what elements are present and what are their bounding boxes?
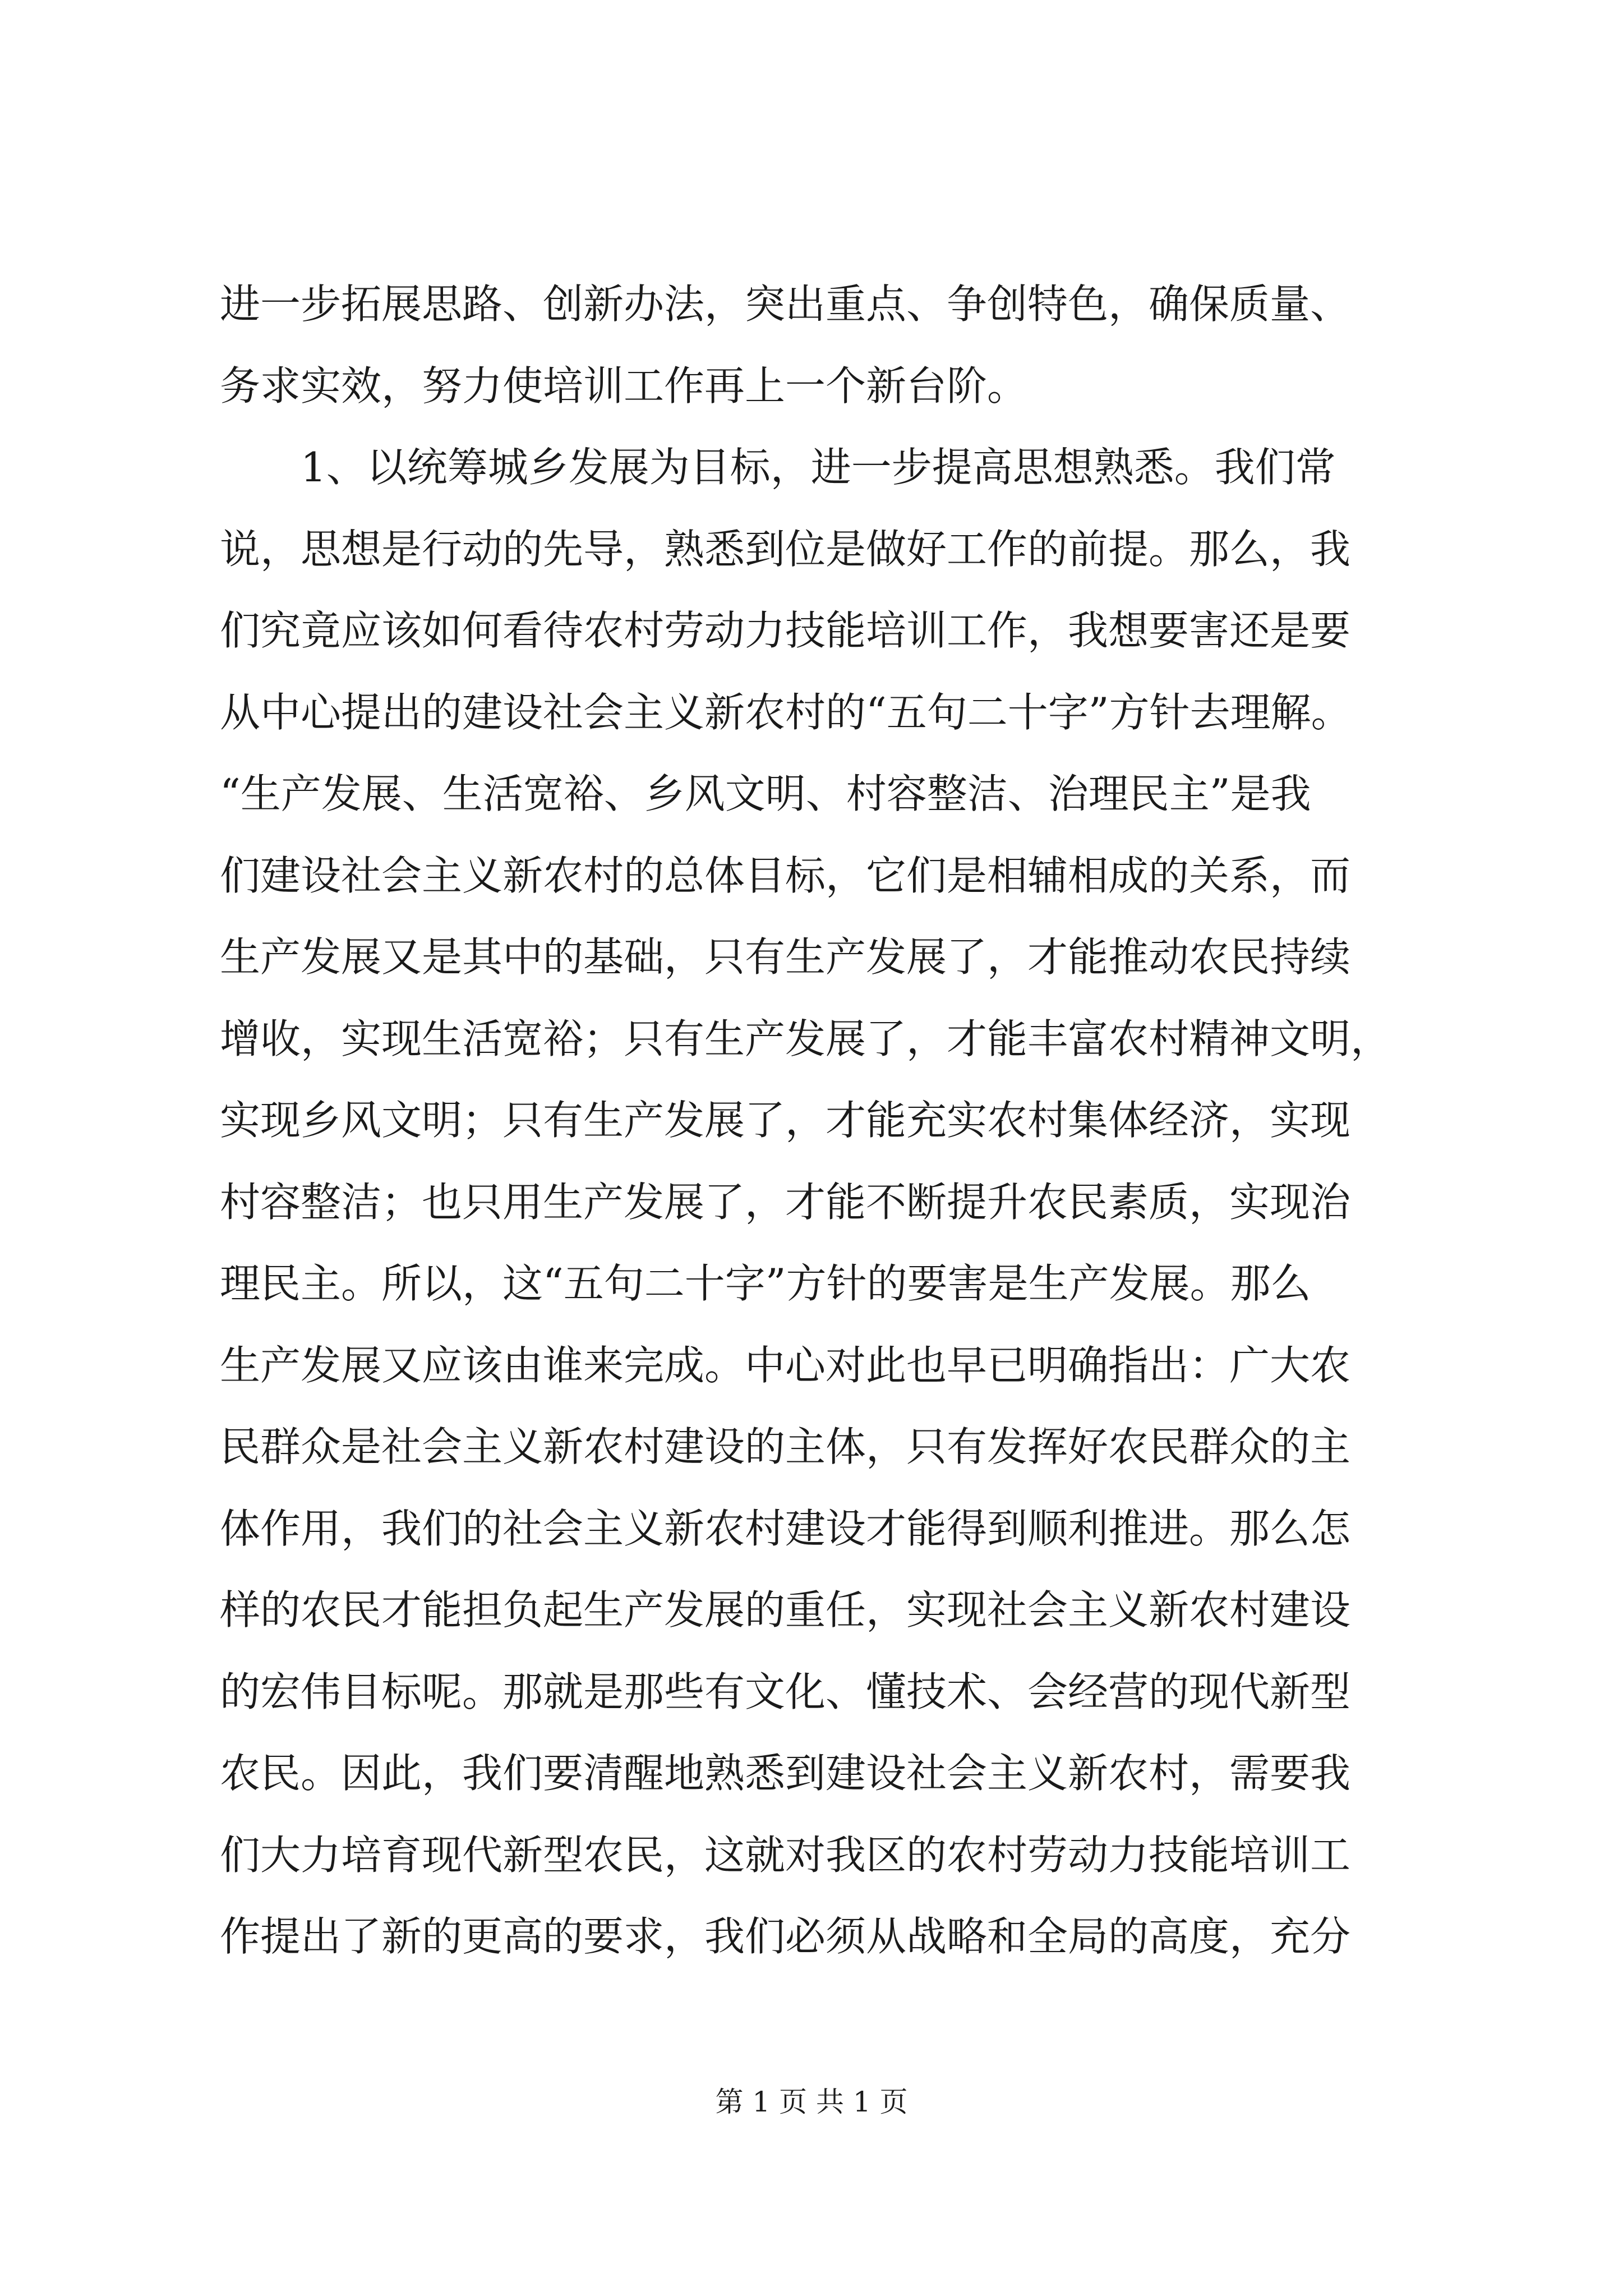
paragraph-start-line: 1、以统筹城乡发展为目标，进一步提高思想熟悉。我们常 bbox=[301, 444, 1336, 491]
page-number-footer: 第 1 页 共 1 页 bbox=[715, 2086, 908, 2118]
text-line: 作提出了新的更高的要求，我们必须从战略和全局的高度，充分 bbox=[220, 1913, 1351, 1960]
text-line: 村容整洁；也只用生产发展了，才能不断提升农民素质，实现治 bbox=[220, 1178, 1351, 1226]
text-line: 生产发展又应该由谁来完成。中心对此也早已明确指出：广大农 bbox=[220, 1341, 1351, 1389]
text-line: 说，思想是行动的先导，熟悉到位是做好工作的前提。那么，我 bbox=[220, 525, 1351, 573]
text-line: 样的农民才能担负起生产发展的重任，实现社会主义新农村建设 bbox=[220, 1586, 1351, 1634]
text-line: 民群众是社会主义新农村建设的主体，只有发挥好农民群众的主 bbox=[220, 1423, 1351, 1470]
text-line: 增收，实现生活宽裕；只有生产发展了，才能丰富农村精神文明， bbox=[220, 1015, 1391, 1062]
text-line: “生产发展、生活宽裕、乡风文明、村容整洁、治理民主”是我 bbox=[220, 770, 1311, 817]
text-line: 理民主。所以，这“五句二十字”方针的要害是生产发展。那么 bbox=[220, 1260, 1311, 1307]
text-line: 们究竟应该如何看待农村劳动力技能培训工作，我想要害还是要 bbox=[220, 607, 1351, 654]
text-line: 体作用，我们的社会主义新农村建设才能得到顺利推进。那么怎 bbox=[220, 1504, 1351, 1552]
body-text bbox=[220, 264, 1426, 1978]
text-line: 们建设社会主义新农村的总体目标，它们是相辅相成的关系，而 bbox=[220, 852, 1351, 899]
text-line: 实现乡风文明；只有生产发展了，才能充实农村集体经济，实现 bbox=[220, 1097, 1351, 1144]
text-line: 务求实效，努力使培训工作再上一个新台阶。 bbox=[220, 362, 1028, 409]
text-line: 生产发展又是其中的基础，只有生产发展了，才能推动农民持续 bbox=[220, 933, 1351, 981]
text-line: 们大力培育现代新型农民，这就对我区的农村劳动力技能培训工 bbox=[220, 1831, 1351, 1879]
text-line: 农民。因此，我们要清醒地熟悉到建设社会主义新农村，需要我 bbox=[220, 1750, 1351, 1797]
text-line: 的宏伟目标呢。那就是那些有文化、懂技术、会经营的现代新型 bbox=[220, 1668, 1351, 1715]
text-line: 从中心提出的建设社会主义新农村的“五句二十字”方针去理解。 bbox=[220, 688, 1352, 736]
text-line: 进一步拓展思路、创新办法，突出重点、争创特色，确保质量、 bbox=[220, 280, 1351, 328]
